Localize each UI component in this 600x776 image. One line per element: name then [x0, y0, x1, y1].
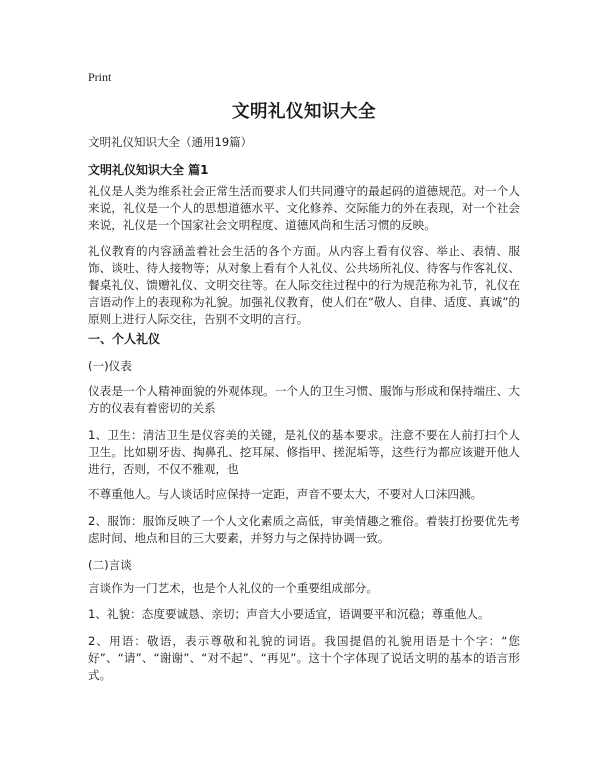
print-link[interactable]: Print	[88, 70, 112, 84]
paragraph-respect: 不尊重他人。与人谈话时应保持一定距，声音不要太大，不要对人口沫四溅。	[88, 487, 483, 501]
paragraph-politeness: 1、礼貌：态度要诚恳、亲切；声音大小要适宜，语调要平和沉稳；尊重他人。	[88, 607, 490, 621]
document-subtitle: 文明礼仪知识大全（通用19篇）	[88, 135, 253, 149]
paragraph-clothing: 2、服饰：服饰反映了一个人文化素质之高低，审美情趣之雅俗。着装打扮要优先考虑时间、地点和目的三大要素，并努力与之保持协调一致。	[88, 514, 520, 545]
heading-personal-etiquette: 一、个人礼仪	[88, 332, 161, 346]
paragraph-speech: 言谈作为一门艺术，也是个人礼仪的一个重要组成部分。	[88, 581, 378, 595]
paragraph-education: 礼仪教育的内容涵盖着社会生活的各个方面。从内容上看有仪容、举止、表情、服饰、谈吐、待人接物等；从对象上看有个人礼仪、公共场所礼仪、待客与作客礼仪、餐桌礼仪、馈赠礼仪、文明交往等。在人际交往过程中的行为规范称为礼节，礼仪在言语动作上的表现称为礼貌。加强礼仪教育，使人们在“敬人、自律、适度、真诚”的原则上进行人际交往，告别不文明的言行。	[88, 244, 520, 326]
heading-speech: (二)言谈	[88, 558, 132, 572]
paragraph-hygiene: 1、卫生：清洁卫生是仪容美的关键，是礼仪的基本要求。注意不要在人前打扫个人卫生。比如剔牙齿、掏鼻孔、挖耳屎、修指甲、搓泥垢等，这些行为都应该避开他人进行，否则，不仅不雅观，也	[88, 428, 520, 476]
page-title: 文明礼仪知识大全	[232, 102, 376, 122]
heading-appearance: (一)仪表	[88, 359, 132, 373]
section-heading: 文明礼仪知识大全 篇1	[88, 163, 209, 177]
paragraph-appearance: 仪表是一个人精神面貌的外观体现。一个人的卫生习惯、服饰与形成和保持端庄、大方的仪表有着密切的关系	[88, 384, 520, 415]
paragraph-polite-words: 2、用语：敬语，表示尊敬和礼貌的词语。我国提倡的礼貌用语是十个字：“您好”、“请”、“谢谢”、“对不起”、“再见”。这十个字体现了说话文明的基本的语言形式。	[88, 634, 520, 682]
paragraph-intro: 礼仪是人类为维系社会正常生活而要求人们共同遵守的最起码的道德规范。对一个人来说，礼仪是一个人的思想道德水平、文化修养、交际能力的外在表现，对一个社会来说，礼仪是一个国家社会文明程度、道德风尚和生活习惯的反映。	[88, 184, 520, 232]
